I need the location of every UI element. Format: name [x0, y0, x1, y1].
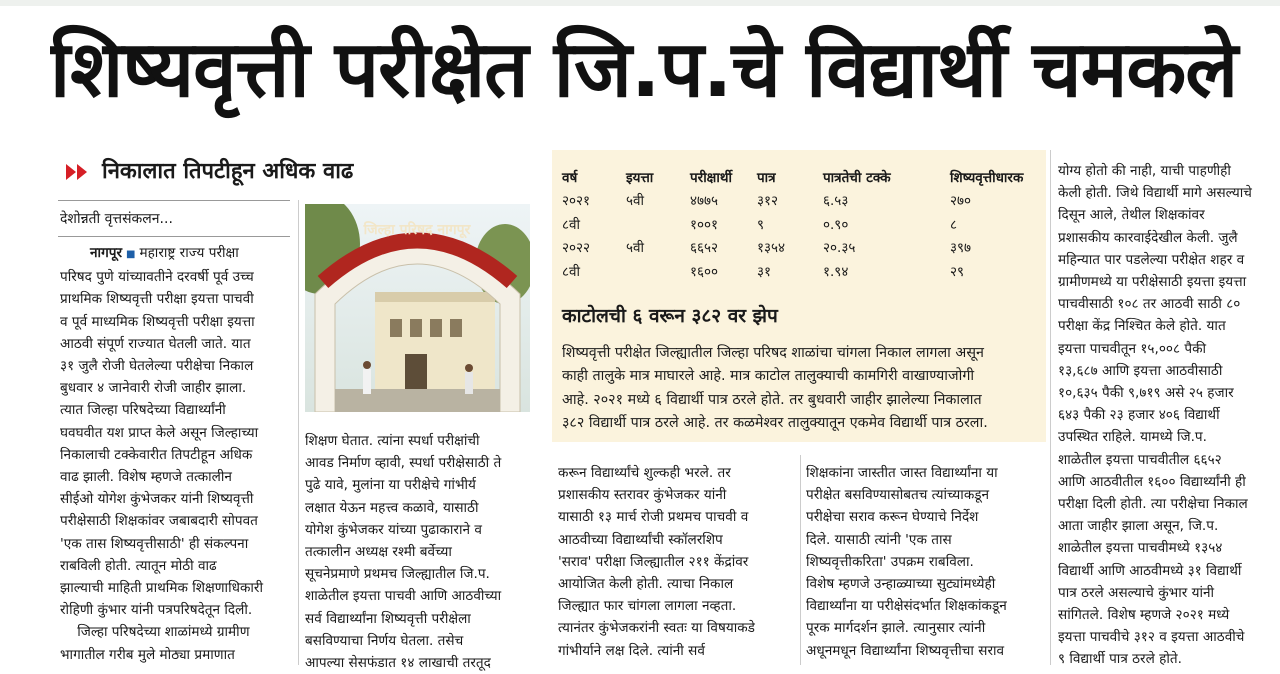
- text-line: बसविण्याचा निर्णय घेतला. तसेच: [305, 632, 464, 649]
- table-cell: ५वी: [626, 240, 645, 256]
- text-line: परीक्षा दिली होती. त्या परीक्षेचा निकाल: [1058, 496, 1248, 513]
- column-divider: [800, 455, 801, 665]
- text-line: झाल्याची माहिती प्राथमिक शिक्षणाधिकारी: [60, 580, 264, 597]
- table-header: परीक्षार्थी: [690, 170, 732, 186]
- photo-sign-text: जिल्हा परिषद नागपूर: [363, 222, 471, 238]
- text-line: ३८२ विद्यार्थी पात्र ठरले आहे. तर कळमेश्वर तालुक्यातून एकमेव विद्यार्थी पात्र ठरला.: [562, 414, 988, 431]
- text-line: पात्र ठरले असल्याचे कुंभार यांनी: [1058, 584, 1215, 601]
- text-line: रोहिणी कुंभार यांनी पत्रपरिषदेतून दिली.: [60, 602, 253, 619]
- table-cell: ८वी: [562, 217, 581, 233]
- text-line: केली होती. जिथे विद्यार्थी मागे असल्याचे: [1058, 185, 1252, 202]
- text-line: आठवी संपूर्ण राज्यात घेतली जाते. यात: [60, 335, 251, 352]
- text-line: घवघवीत यश प्राप्त केले असून जिल्हाच्या: [60, 424, 259, 441]
- text-line: [60, 242, 296, 266]
- table-cell: २०२२: [562, 240, 591, 256]
- text-line: परिषद पुणे यांच्यावतीने दरवर्षी पूर्व उच्च: [60, 269, 254, 286]
- text-line: प्रशासकीय स्तरावर कुंभेजकर यांनी: [558, 487, 727, 504]
- table-cell: ८: [950, 217, 958, 233]
- text-line: उपस्थित राहिले. यामध्ये जि.प.: [1058, 429, 1207, 446]
- article-column-2: [305, 430, 545, 674]
- table-cell: १३५४: [757, 240, 786, 256]
- text-line: इयत्ता पाचवीतून १५,००८ पैकी: [1058, 340, 1207, 357]
- text-line-content: महाराष्ट्र राज्य परीक्षा: [139, 245, 239, 261]
- text-line: प्रशासकीय कारवाईदेखील केली. जुलै: [1058, 229, 1238, 246]
- text-line: त्यानंतर कुंभेजकरांनी स्वतः या विषयाकडे: [558, 620, 755, 637]
- table-cell: ४७७५: [690, 193, 719, 209]
- table-cell: ६.५३: [823, 193, 849, 209]
- text-line: ग्रामीणमध्ये या परीक्षेसाठी इयत्ता इयत्ता: [1058, 274, 1247, 291]
- text-line: पाचवीसाठी १०८ तर आठवी साठी ८०: [1058, 296, 1241, 313]
- table-cell: ८वी: [562, 264, 581, 280]
- text-line: दिले. यासाठी त्यांनी 'एक तास: [806, 531, 952, 548]
- table-cell: ०.९०: [823, 217, 849, 233]
- text-line: जिल्ह्यात फार चांगला लागला नव्हता.: [558, 598, 737, 615]
- text-line: जिल्हा परिषदेच्या शाळांमध्ये ग्रामीण: [60, 624, 250, 641]
- text-line: 'एक तास शिष्यवृत्तीसाठी' ही संकल्पना: [60, 535, 249, 552]
- text-line: महिन्यात पार पडलेल्या परीक्षेत शहर व: [1058, 251, 1245, 268]
- text-line: आठवीच्या विद्यार्थ्यांची स्कॉलरशिप: [558, 531, 723, 548]
- text-line: परीक्षेसाठी शिक्षकांवर जबाबदारी सोपवत: [60, 513, 258, 530]
- text-line: वाढ झाली. विशेष म्हणजे तत्कालीन: [60, 469, 232, 486]
- text-line: विशेष म्हणजे उन्हाळ्याच्या सुट्यांमध्येही: [806, 576, 996, 593]
- text-line: ९ विद्यार्थी पात्र ठरले होते.: [1058, 651, 1182, 668]
- table-header: शिष्यवृत्तीधारक: [950, 170, 1024, 186]
- article-column-5: [1058, 160, 1280, 671]
- text-line: विद्यार्थ्यांना या परीक्षेसंदर्भात शिक्षकांकडून: [806, 598, 1007, 615]
- text-line: शिष्यवृत्ती परीक्षेत जिल्ह्यातील जिल्हा परिषद शाळांचा चांगला निकाल लागला असून: [562, 345, 984, 361]
- text-line: काही तालुके मात्र माघारले आहे. मात्र काटोल तालुक्याची कामगिरी वाखाण्याजोगी: [562, 368, 975, 385]
- text-line: व पूर्व माध्यमिक शिष्यवृत्ती परीक्षा इयत्ता: [60, 313, 255, 330]
- table-cell: १००१: [690, 217, 719, 233]
- text-line: यासाठी १३ मार्च रोजी प्रथमच पाचवी व: [558, 509, 749, 526]
- bullet-icon: ■: [126, 249, 136, 260]
- text-line: ६४३ पैकी २३ हजार ४०६ विद्यार्थी: [1058, 407, 1220, 424]
- text-line: इयत्ता पाचवीचे ३१२ व इयत्ता आठवीचे: [1058, 629, 1245, 646]
- article-column-1: [60, 242, 296, 666]
- table-cell: ९: [757, 217, 765, 233]
- table-cell: ३९७: [950, 240, 972, 256]
- table-cell: ३१२: [757, 193, 779, 209]
- text-line: १३,६८७ आणि इयत्ता आठवीसाठी: [1058, 362, 1223, 379]
- text-line: दिसून आले, तेथील शिक्षकांवर: [1058, 207, 1205, 224]
- dateline: नागपूर: [90, 245, 122, 261]
- text-line: करून विद्यार्थ्यांचे शुल्कही भरले. तर: [558, 465, 731, 481]
- headline: शिष्यवृत्ती परीक्षेत जि.प.चे विद्यार्थी चमकले: [50, 25, 1238, 115]
- text-line: सांगितले. विशेष म्हणजे २०२१ मध्ये: [1058, 607, 1230, 624]
- text-line: शिष्यवृत्तीकरिता' उपक्रम राबविला.: [806, 553, 974, 570]
- article-column-4: [806, 462, 1046, 662]
- text-line: आहे. २०२१ मध्ये ६ विद्यार्थी पात्र ठरले होते. तर बुधवारी जाहीर झालेल्या निकालात: [562, 391, 982, 408]
- text-line: पूरक मार्गदर्शन झाले. त्यानुसार त्यांनी: [806, 620, 986, 637]
- text-line: तत्कालीन अध्यक्ष रश्मी बर्वेच्या: [305, 544, 452, 561]
- text-line: शाळेतील इयत्ता पाचवीमध्ये १३५४: [1058, 540, 1223, 557]
- byline: देशोन्नती वृत्तसंकलन...: [60, 211, 173, 227]
- table-header: इयत्ता: [626, 170, 654, 186]
- text-line: सीईओ योगेश कुंभेजकर यांनी शिष्यवृत्ती: [60, 491, 254, 508]
- text-line: निकालाची टक्केवारीत तिपटीहून अधिक: [60, 446, 253, 463]
- column-divider: [298, 200, 299, 665]
- divider: [58, 200, 290, 201]
- text-line: भागातील गरीब मुले मोठ्या प्रमाणात: [60, 646, 235, 663]
- text-line: आता जाहीर झाला असून, जि.प.: [1058, 518, 1219, 535]
- text-line: १०,६३५ पैकी ९,७१९ असे २५ हजार: [1058, 385, 1234, 402]
- text-line: आयोजित केली होती. त्याचा निकाल: [558, 576, 734, 593]
- text-line: आणि आठवीतील १६०० विद्यार्थ्यांनी ही: [1058, 473, 1246, 490]
- table-cell: १६००: [690, 264, 719, 280]
- text-line: शिक्षण घेतात. त्यांना स्पर्धा परीक्षांची: [305, 433, 480, 449]
- table-header: पात्रतेची टक्के: [823, 170, 891, 186]
- text-line: सर्व विद्यार्थ्यांना शिष्यवृत्ती परीक्षेला: [305, 610, 471, 627]
- text-line: परीक्षा केंद्र निश्चित केले होते. यात: [1058, 318, 1226, 335]
- table-cell: २७०: [950, 193, 972, 209]
- subheading: [62, 156, 412, 188]
- table-cell: ५वी: [626, 193, 645, 209]
- top-strip: [0, 0, 1280, 6]
- table-cell: २०२१: [562, 193, 591, 209]
- text-line: आवड निर्माण व्हावी, स्पर्धा परीक्षेसाठी ते: [305, 455, 502, 472]
- text-line: आपल्या सेसफंडात १४ लाखाची तरतूद: [305, 655, 491, 672]
- text-line: 'सराव' परीक्षा जिल्ह्यातील २११ केंद्रांवर: [558, 553, 749, 570]
- text-line: योग्य होतो की नाही, याची पाहणीही: [1058, 163, 1231, 179]
- text-line: लक्षात येऊन महत्त्व कळावे, यासाठी: [305, 499, 479, 516]
- text-line: पुढे यावे, मुलांना या परीक्षेचे गांभीर्य: [305, 477, 476, 494]
- text-line: परीक्षेचा सराव करून घेण्याचे निर्देश: [806, 509, 979, 526]
- divider: [58, 236, 290, 237]
- box-body: [562, 342, 1040, 435]
- column-divider: [1050, 150, 1051, 665]
- text-line: योगेश कुंभेजकर यांच्या पुढाकाराने व: [305, 521, 482, 538]
- text-line: सूचनेप्रमाणे प्रथमच जिल्ह्यातील जि.प.: [305, 566, 490, 583]
- text-line: त्यात जिल्हा परिषदेच्या विद्यार्थ्यांनी: [60, 402, 226, 419]
- table-cell: २९: [950, 264, 965, 280]
- text-line: गांभीर्याने लक्ष दिले. त्यांनी सर्व: [558, 642, 705, 659]
- text-line: परीक्षेत बसविण्यासोबतच त्यांच्याकडून: [806, 487, 990, 504]
- text-line: शिक्षकांना जास्तीत जास्त विद्यार्थ्यांना या: [806, 465, 998, 481]
- box-heading: काटोलची ६ वरून ३८२ वर झेप: [562, 305, 778, 327]
- double-arrow-icon: [64, 160, 92, 184]
- table-header: वर्ष: [562, 170, 578, 186]
- table-header: पात्र: [757, 170, 776, 186]
- text-line: बुधवार ४ जानेवारी रोजी जाहीर झाला.: [60, 380, 247, 397]
- photo-zilla-parishad-gate: [305, 204, 530, 412]
- subheading-text: निकालात तिपटीहून अधिक वाढ: [102, 159, 354, 184]
- text-line: ३१ जुलै रोजी घेतलेल्या परीक्षेचा निकाल: [60, 358, 254, 375]
- table-cell: ३१: [757, 264, 772, 280]
- table-cell: २०.३५: [823, 240, 856, 256]
- text-line: राबविली होती. त्यातून मोठी वाढ: [60, 557, 217, 574]
- text-line: अधूनमधून विद्यार्थ्यांना शिष्यवृत्तीचा सराव: [806, 642, 1005, 659]
- text-line: विद्यार्थी आणि आठवीमध्ये ३१ विद्यार्थी: [1058, 562, 1242, 579]
- text-line: शाळेतील इयत्ता पाचवी आणि आठवीच्या: [305, 588, 502, 605]
- article-column-3: [558, 462, 798, 662]
- text-line: शाळेतील इयत्ता पाचवीतील ६६५२: [1058, 451, 1222, 468]
- table-cell: ६६५२: [690, 240, 719, 256]
- table-cell: १.९४: [823, 264, 849, 280]
- text-line: प्राथमिक शिष्यवृत्ती परीक्षा इयत्ता पाचवी: [60, 291, 254, 308]
